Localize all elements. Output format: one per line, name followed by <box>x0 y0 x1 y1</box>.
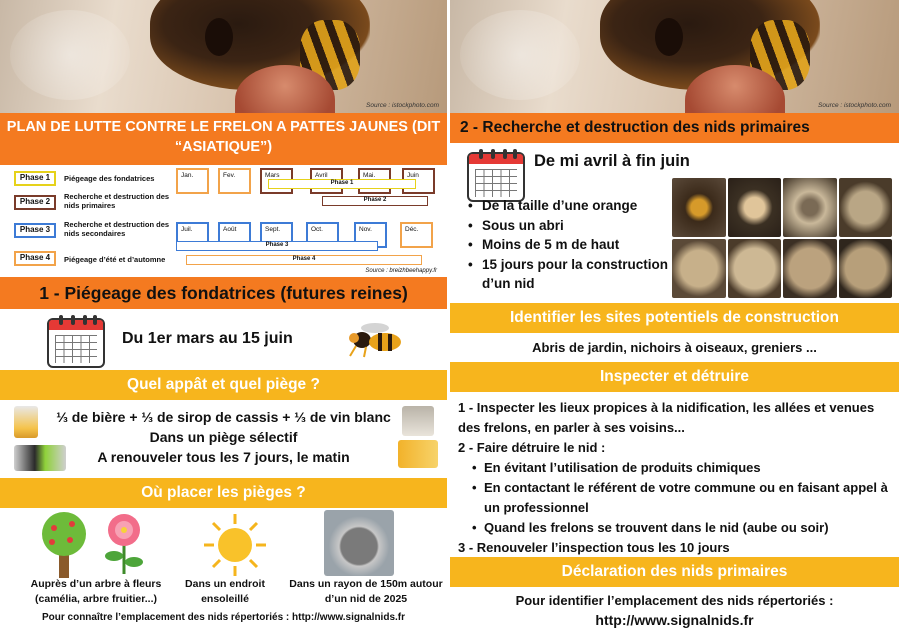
calendar-icon <box>47 318 105 368</box>
month-jun: Juin <box>402 168 435 194</box>
left-panel <box>0 0 447 636</box>
phase-1-desc: Piégeage des fondatrices <box>64 174 155 183</box>
phase-4-bar: Phase 4 <box>186 255 422 265</box>
bait-title: Quel appât et quel piège ? <box>127 376 320 393</box>
phase-3-badge: Phase 3 <box>14 223 56 238</box>
declare-title: Déclaration des nids primaires <box>561 563 788 580</box>
sun-icon <box>202 512 268 578</box>
phase-timeline <box>0 165 447 277</box>
camellia-icon <box>96 512 152 574</box>
bait-line-2: Dans un piège sélectif <box>149 429 298 445</box>
inspect-band <box>450 362 899 392</box>
hornet-photo-right <box>450 0 899 113</box>
month-mar: Mars <box>260 168 293 194</box>
section-1-date: Du 1er mars au 15 juin <box>122 330 293 347</box>
declare-band <box>450 557 899 587</box>
month-nov: Nov. <box>354 222 387 248</box>
place-2: Dans un endroit ensoleillé <box>185 578 265 605</box>
declare-url[interactable]: http://www.signalnids.fr <box>595 612 754 628</box>
nest-fact: • Moins de 5 m de haut <box>468 235 678 255</box>
inspect-title: Inspecter et détruire <box>599 368 750 385</box>
month-sep: Sept. <box>260 222 293 248</box>
sites-title: Identifier les sites potentiels de construction <box>509 309 839 326</box>
inspect-step-2-item: • Quand les frelons se trouvent dans le nid (aube ou soir) <box>458 518 894 538</box>
hornet-icon <box>340 318 410 358</box>
month-oct: Oct. <box>306 222 339 248</box>
main-title: PLAN DE LUTTE CONTRE LE FRELON A PATTES JAUNES (DIT “ASIATIQUE”) <box>6 119 441 155</box>
inspect-step-2: 2 - Faire détruire le nid : <box>458 440 606 455</box>
phase-3-desc: Recherche et destruction des nids secondaires <box>64 220 170 238</box>
phase-1-bar: Phase 1 <box>268 179 416 189</box>
phase-1-badge: Phase 1 <box>14 171 56 186</box>
where-title: Où placer les pièges ? <box>141 484 306 501</box>
sites-band <box>450 303 899 333</box>
sites-text: Abris de jardin, nichoirs à oiseaux, greniers ... <box>532 340 817 355</box>
calendar-icon-right <box>467 152 525 202</box>
month-dec: Déc. <box>400 222 433 248</box>
section-1-title: 1 - Piégeage des fondatrices (futures reines) <box>39 283 408 303</box>
section-2-date: De mi avril à fin juin <box>534 152 690 170</box>
month-feb: Fev. <box>218 168 251 194</box>
inspect-step-2-item: • En évitant l’utilisation de produits chimiques <box>458 458 894 478</box>
nest-facts-list <box>468 196 678 294</box>
inspect-step-3: 3 - Renouveler l’inspection tous les 10 jours <box>458 540 730 555</box>
section-2-title: 2 - Recherche et destruction des nids primaires <box>460 119 810 136</box>
nest-fact: • De la taille d’une orange <box>468 196 678 216</box>
phase-4-badge: Phase 4 <box>14 251 56 266</box>
main-title-band <box>0 113 447 165</box>
nest-fact: • Sous un abri <box>468 216 678 236</box>
photo-credit: Source : istockphoto.com <box>366 102 439 109</box>
inspect-step-2-item: • En contactant le référent de votre commune ou en faisant appel à un professionnel <box>458 478 894 518</box>
month-may: Mai. <box>358 168 391 194</box>
where-band <box>0 478 447 508</box>
declare-text: Pour identifier l’emplacement des nids répertoriés : <box>515 593 834 608</box>
photo-credit-right: Source : istockphoto.com <box>818 102 891 109</box>
month-jul: Juil. <box>176 222 209 248</box>
tree-icon <box>34 510 94 578</box>
timeline-credit: Source : breizhbeehappy.fr <box>365 268 437 274</box>
left-footer: Pour connaître l’emplacement des nids répertoriés : http://www.signalnids.fr <box>41 612 406 623</box>
section-1-band <box>0 277 447 309</box>
inspect-steps <box>458 398 894 558</box>
month-jan: Jan. <box>176 168 209 194</box>
inspect-step-1: 1 - Inspecter les lieux propices à la nidification, les allées et venues des frelons, en parler à ses voisins... <box>458 400 875 435</box>
phase-3-bar: Phase 3 <box>176 241 378 251</box>
bait-line-3: A renouveler tous les 7 jours, le matin <box>97 449 350 465</box>
month-apr: Avril <box>310 168 343 194</box>
phase-4-desc: Piégeage d’été et d’automne <box>64 255 166 264</box>
place-3: Dans un rayon de 150m autour d’un nid de 2025 <box>289 578 443 605</box>
phase-2-bar: Phase 2 <box>322 196 428 206</box>
place-1: Auprès d’un arbre à fleurs (camélia, arbre fruitier...) <box>30 578 162 605</box>
right-panel <box>450 0 899 636</box>
bait-band <box>0 370 447 400</box>
month-aug: Août <box>218 222 251 248</box>
phase-2-desc: Recherche et destruction des nids primaires <box>64 192 170 210</box>
bait-line-1: ⅓ de bière + ⅓ de sirop de cassis + ⅓ de vin blanc <box>56 409 391 425</box>
nest-photo <box>324 510 394 576</box>
hornet-photo <box>0 0 447 113</box>
nest-growth-photos <box>672 178 892 298</box>
section-2-band <box>450 113 899 143</box>
nest-fact: • 15 jours pour la construction d’un nid <box>468 255 678 294</box>
phase-2-badge: Phase 2 <box>14 195 56 210</box>
